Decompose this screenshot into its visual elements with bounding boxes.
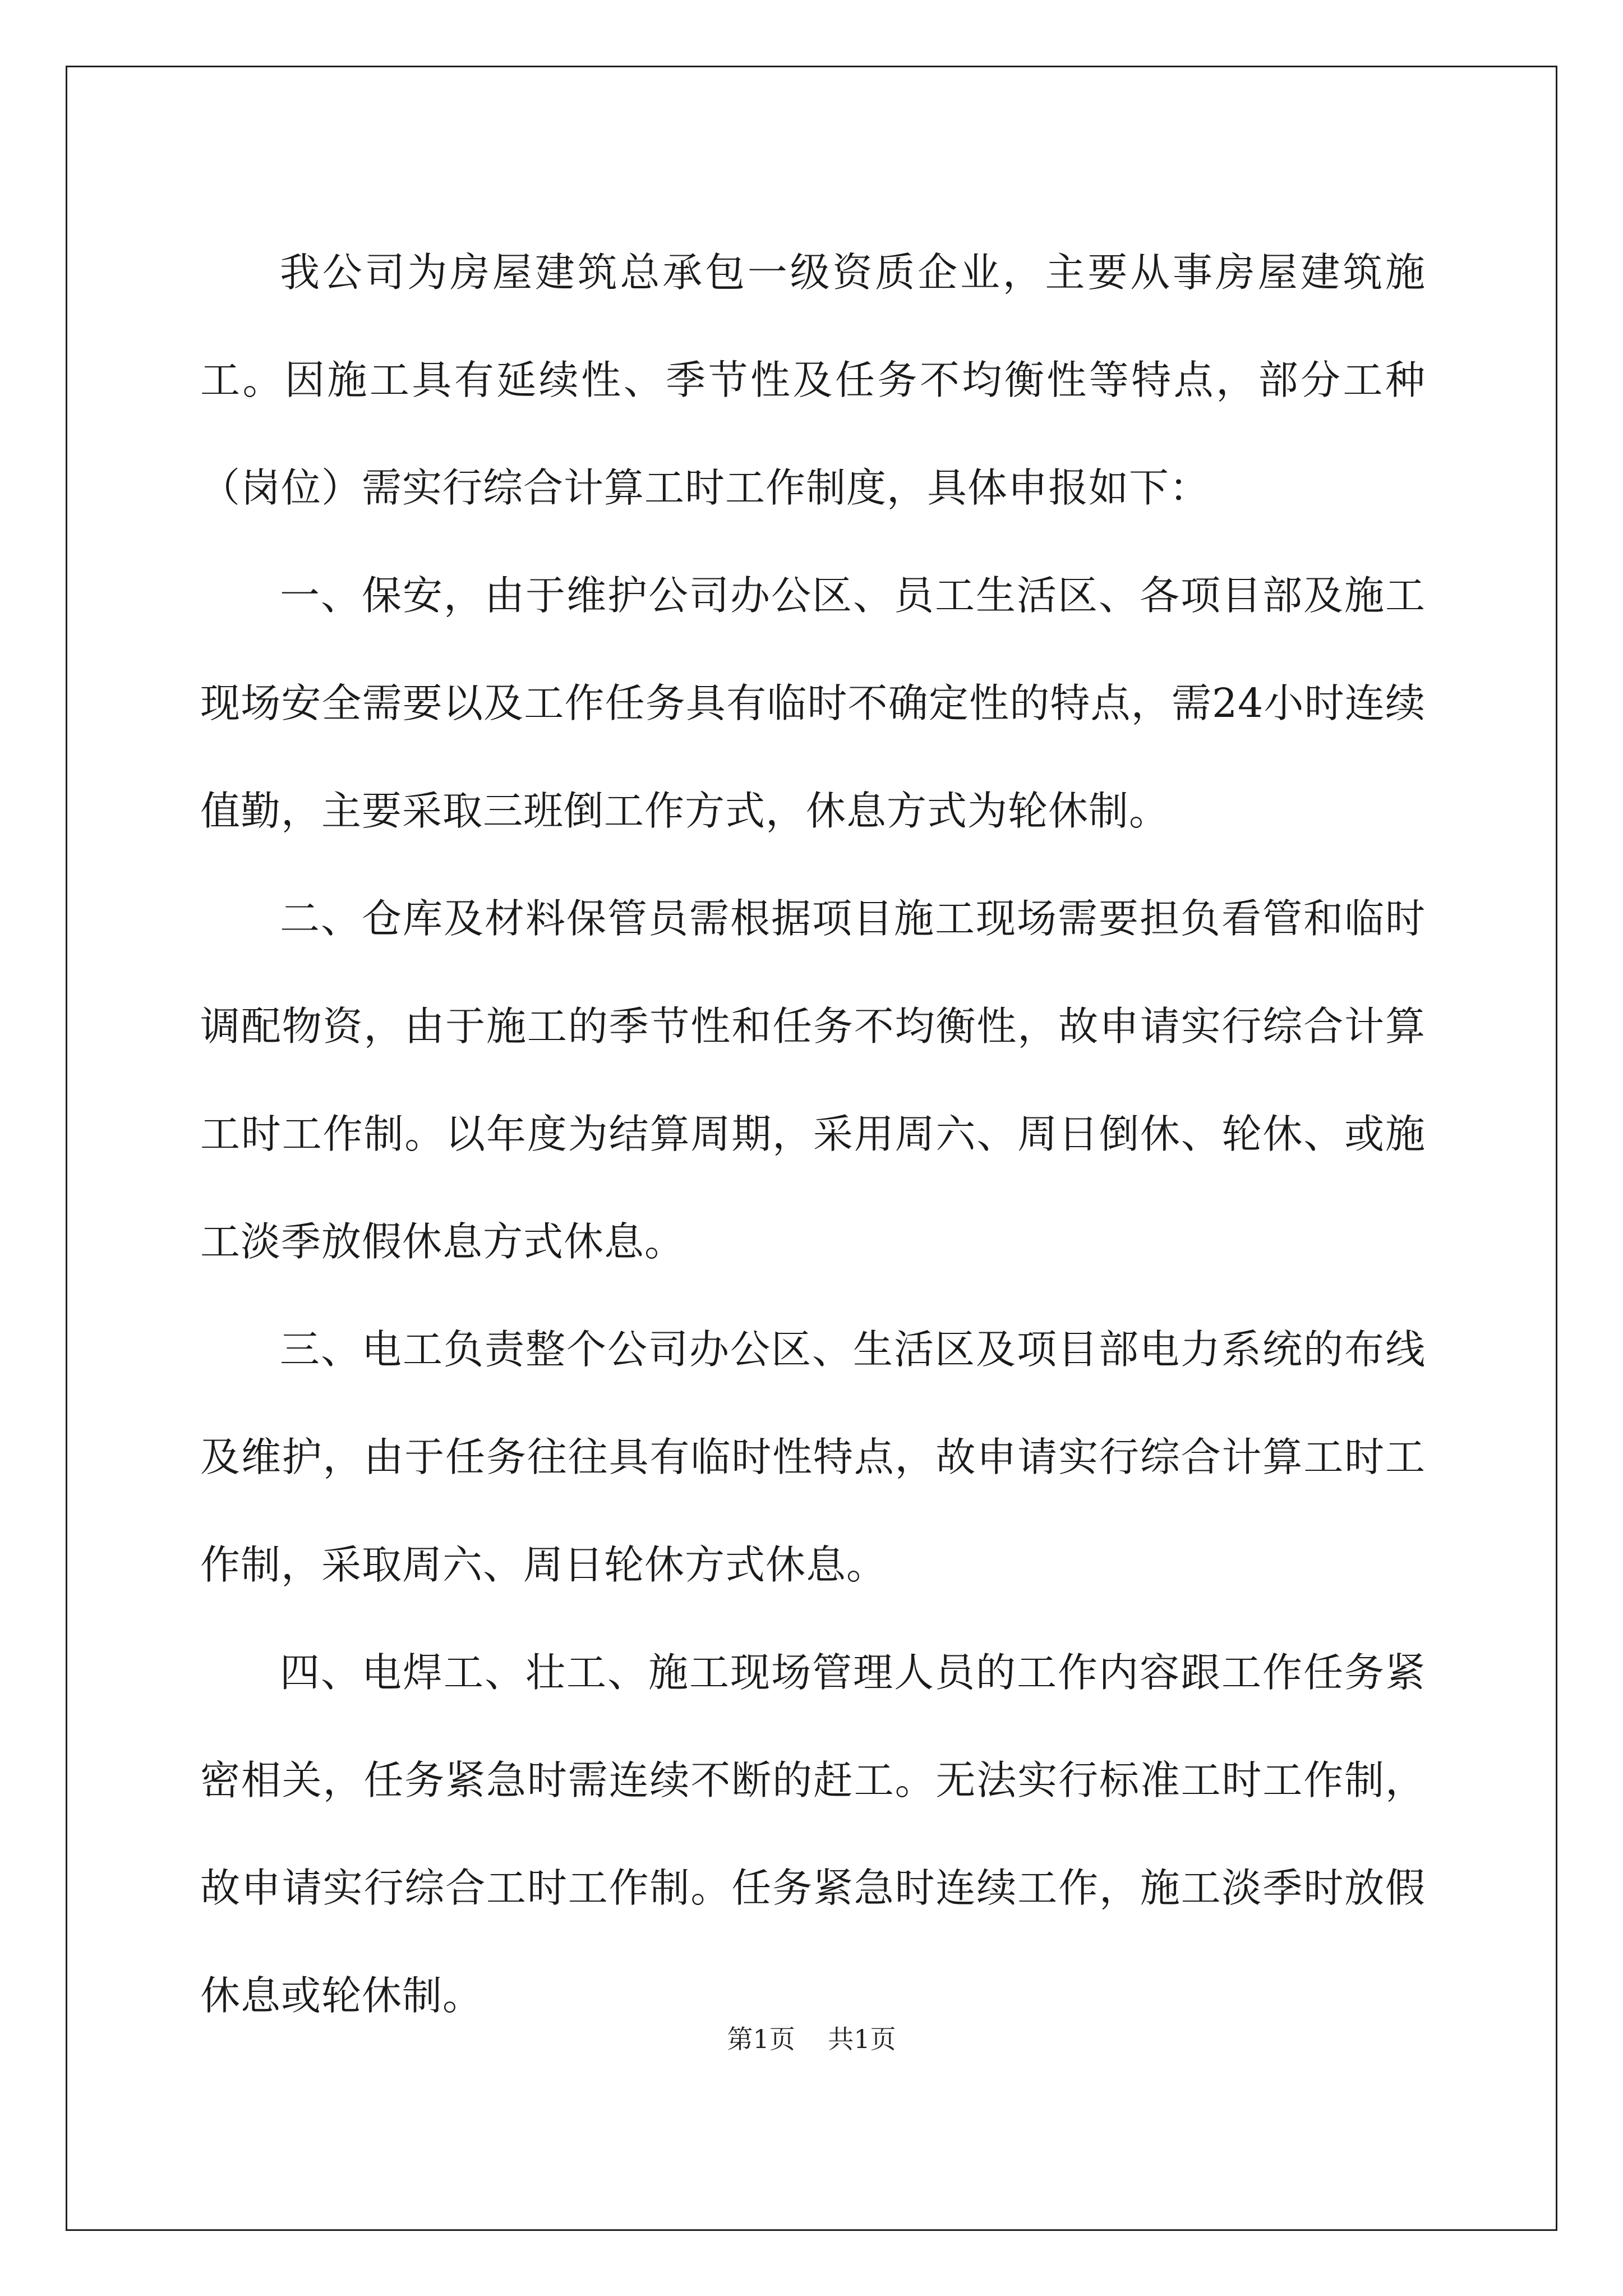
paragraph-security-guard: 一、保安，由于维护公司办公区、员工生活区、各项目部及施工现场安全需要以及工作任务具有临时不确定性的特点，需24小时连续值勤，主要采取三班倒工作方式，休息方式为轮休制。 bbox=[200, 572, 1426, 834]
page-number: 第1页 bbox=[727, 2024, 795, 2054]
paragraph-welder-laborer: 四、电焊工、壮工、施工现场管理人员的工作内容跟工作任务紧密相关，任务紧急时需连续不断的赶工。无法实行标准工时工作制，故申请实行综合工时工作制。任务紧急时连续工作，施工淡季时放假休息或轮休制。 bbox=[200, 1649, 1426, 2019]
footer-spacer bbox=[795, 2024, 828, 2054]
document-body bbox=[200, 219, 1426, 2050]
paragraph-intro: 我公司为房屋建筑总承包一级资质企业，主要从事房屋建筑施工。因施工具有延续性、季节性及任务不均衡性等特点，部分工种（岗位）需实行综合计算工时工作制度，具体申报如下： bbox=[200, 249, 1426, 511]
page-total: 共1页 bbox=[828, 2024, 896, 2054]
paragraph-electrician: 三、电工负责整个公司办公区、生活区及项目部电力系统的布线及维护，由于任务往往具有临时性特点，故申请实行综合计算工时工作制，采取周六、周日轮休方式休息。 bbox=[200, 1326, 1426, 1588]
page-footer bbox=[0, 2022, 1623, 2056]
paragraph-warehouse-keeper: 二、仓库及材料保管员需根据项目施工现场需要担负看管和临时调配物资，由于施工的季节性和任务不均衡性，故申请实行综合计算工时工作制。以年度为结算周期，采用周六、周日倒休、轮休、或施工淡季放假休息方式休息。 bbox=[200, 895, 1426, 1265]
